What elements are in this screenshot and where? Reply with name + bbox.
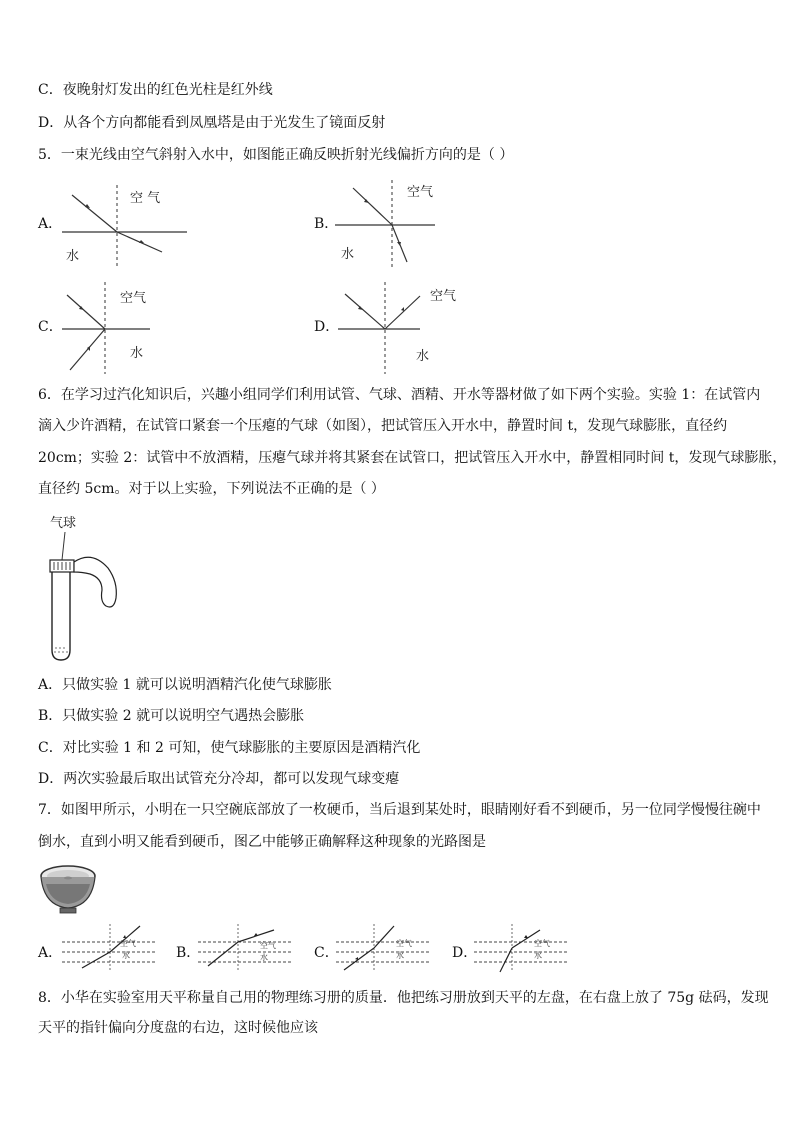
q5-option-d-label: D． [314, 319, 340, 335]
q4-option-c: C．夜晚射灯发出的红色光柱是红外线 [38, 82, 273, 98]
q8-stem-line1: 8．小华在实验室用天平称量自己用的物理练习册的质量．他把练习册放到天平的左盘，在右盘上放了 75g 砝码，发现 [38, 990, 769, 1006]
q5-a-water-label: 水 [66, 249, 80, 264]
q5-stem: 5．一束光线由空气斜射入水中，如图能正确反映折射光线偏折方向的是（ ） [38, 147, 514, 163]
q7-option-c-label: C． [314, 945, 339, 961]
q5-d-water-label: 水 [416, 349, 430, 364]
q7-option-b-diagram [198, 922, 298, 974]
q7-b-water-label: 水 [260, 953, 268, 962]
q5-option-d-diagram [338, 282, 478, 377]
q6-stem-line2: 滴入少许酒精，在试管口紧套一个压瘪的气球（如图），把试管压入开水中，静置时间 t，发现气球膨胀，直径约 [38, 418, 728, 434]
q5-option-c-label: C． [38, 319, 63, 335]
q8-stem-line2: 天平的指针偏向分度盘的右边，这时候他应该 [38, 1020, 318, 1036]
q6-option-c: C．对比实验 1 和 2 可知，使气球膨胀的主要原因是酒精汽化 [38, 740, 421, 756]
q6-balloon-label: 气球 [50, 516, 77, 531]
q5-option-a-diagram [62, 180, 202, 270]
q7-bowl-image [38, 862, 98, 917]
q5-a-air-label: 空 气 [130, 191, 161, 206]
q7-option-d-diagram [474, 922, 574, 974]
q6-stem-line3: 20cm；实验 2：试管中不放酒精，压瘪气球并将其紧套在试管口，把试管压入开水中，静置相同时间 t，发现气球膨胀， [38, 450, 787, 466]
q7-option-a-diagram [62, 922, 162, 974]
q7-option-a-label: A． [38, 945, 63, 961]
q7-stem-line2: 倒水，直到小明又能看到硬币，图乙中能够正确解释这种现象的光路图是 [38, 834, 486, 850]
q7-d-water-label: 水 [534, 951, 542, 960]
q7-c-air-label: 空气 [396, 939, 412, 948]
q6-stem-line4: 直径约 5cm。对于以上实验，下列说法不正确的是（ ） [38, 481, 385, 497]
q7-d-air-label: 空气 [534, 939, 550, 948]
q6-option-b: B．只做实验 2 就可以说明空气遇热会膨胀 [38, 708, 305, 724]
q5-d-air-label: 空气 [430, 289, 457, 304]
q5-c-water-label: 水 [130, 346, 144, 361]
q7-option-b-label: B． [176, 945, 201, 961]
q6-option-a: A．只做实验 1 就可以说明酒精汽化使气球膨胀 [38, 677, 332, 693]
q7-b-air-label: 空气 [260, 941, 276, 950]
q7-a-water-label: 水 [122, 951, 130, 960]
q5-option-b-label: B． [314, 216, 339, 232]
q5-b-air-label: 空气 [407, 185, 434, 200]
q6-option-d: D．两次实验最后取出试管充分冷却，都可以发现气球变瘪 [38, 771, 400, 787]
q5-b-water-label: 水 [341, 247, 355, 262]
q5-c-air-label: 空气 [120, 291, 147, 306]
q4-option-d: D．从各个方向都能看到凤凰塔是由于光发生了镜面反射 [38, 115, 386, 131]
q7-a-air-label: 空气 [120, 939, 136, 948]
q7-stem-line1: 7．如图甲所示，小明在一只空碗底部放了一枚硬币，当后退到某处时，眼睛刚好看不到硬币，另一位同学慢慢往碗中 [38, 802, 761, 818]
q5-option-a-label: A． [38, 216, 63, 232]
q6-test-tube-balloon-figure [40, 510, 140, 670]
q7-option-c-diagram [336, 922, 436, 974]
q5-option-c-diagram [62, 282, 202, 377]
q5-option-b-diagram [335, 180, 475, 270]
q7-option-d-label: D． [452, 945, 478, 961]
q6-stem-line1: 6．在学习过汽化知识后，兴趣小组同学们利用试管、气球、酒精、开水等器材做了如下两个实验。实验 1：在试管内 [38, 387, 761, 403]
q7-c-water-label: 水 [396, 951, 404, 960]
